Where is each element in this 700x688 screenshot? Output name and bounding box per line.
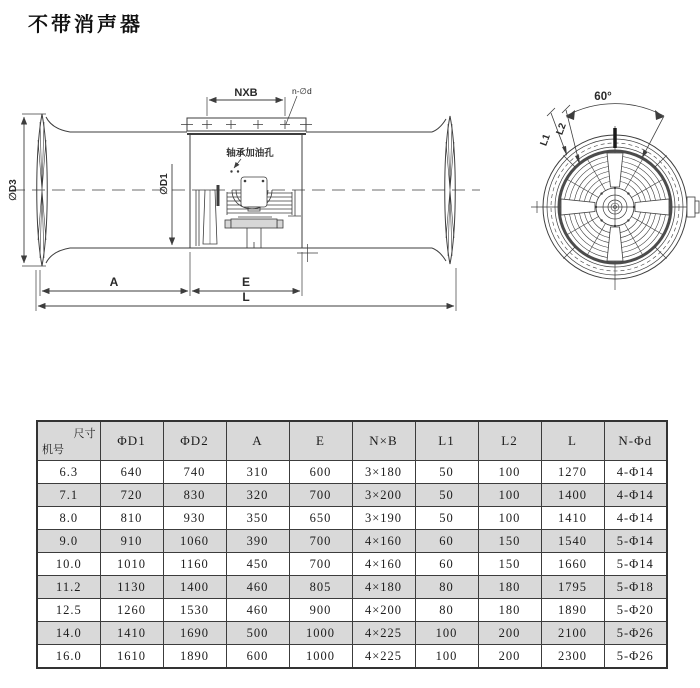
table-cell: 1410 bbox=[541, 507, 604, 530]
table-row bbox=[37, 530, 667, 553]
row-model-cell: 11.2 bbox=[37, 576, 100, 599]
table-cell: 1795 bbox=[541, 576, 604, 599]
hole-callout-label: n-∅d bbox=[292, 86, 312, 96]
table-cell: 4×180 bbox=[352, 576, 415, 599]
table-header-row bbox=[37, 421, 667, 461]
table-cell: 1400 bbox=[541, 484, 604, 507]
table-cell: 4×160 bbox=[352, 530, 415, 553]
table-cell: 2100 bbox=[541, 622, 604, 645]
table-cell: 60 bbox=[415, 530, 478, 553]
column-header: L bbox=[541, 421, 604, 461]
nxb-dim-label: NXB bbox=[234, 87, 258, 99]
table-cell: 5-Φ18 bbox=[604, 576, 667, 599]
column-header: E bbox=[289, 421, 352, 461]
d3-dim-label: ∅D3 bbox=[8, 179, 19, 201]
table-cell: 5-Φ20 bbox=[604, 599, 667, 622]
column-header: N-Φd bbox=[604, 421, 667, 461]
column-header: ΦD2 bbox=[163, 421, 226, 461]
bearing-oil-hole-label: 轴承加油孔 bbox=[226, 148, 274, 159]
table-cell: 5-Φ14 bbox=[604, 530, 667, 553]
row-model-cell: 6.3 bbox=[37, 461, 100, 484]
table-cell: 1530 bbox=[163, 599, 226, 622]
corner-label-size: 尺寸 bbox=[73, 428, 96, 440]
table-cell: 720 bbox=[100, 484, 163, 507]
table-cell: 350 bbox=[226, 507, 289, 530]
table-cell: 4×225 bbox=[352, 622, 415, 645]
table-cell: 650 bbox=[289, 507, 352, 530]
table-cell: 5-Φ26 bbox=[604, 622, 667, 645]
l1-dim-label: L1 bbox=[538, 132, 553, 148]
row-model-cell: 8.0 bbox=[37, 507, 100, 530]
table-cell: 450 bbox=[226, 553, 289, 576]
table-cell: 100 bbox=[415, 645, 478, 669]
table-cell: 700 bbox=[289, 553, 352, 576]
table-row bbox=[37, 645, 667, 669]
dim-l-label: L bbox=[242, 290, 250, 304]
table-cell: 740 bbox=[163, 461, 226, 484]
table-cell: 100 bbox=[415, 622, 478, 645]
table-cell: 3×200 bbox=[352, 484, 415, 507]
table-cell: 4×200 bbox=[352, 599, 415, 622]
table-row bbox=[37, 553, 667, 576]
table-cell: 390 bbox=[226, 530, 289, 553]
table-cell: 5-Φ14 bbox=[604, 553, 667, 576]
table-cell: 1610 bbox=[100, 645, 163, 669]
table-corner-cell bbox=[37, 421, 100, 461]
table-row bbox=[37, 507, 667, 530]
table-cell: 1260 bbox=[100, 599, 163, 622]
table-cell: 4-Φ14 bbox=[604, 507, 667, 530]
table-cell: 4×160 bbox=[352, 553, 415, 576]
table-cell: 930 bbox=[163, 507, 226, 530]
corner-label-model: 机号 bbox=[42, 444, 64, 456]
side-dimensions bbox=[22, 96, 456, 311]
table-cell: 320 bbox=[226, 484, 289, 507]
table-cell: 1000 bbox=[289, 645, 352, 669]
table-cell: 3×180 bbox=[352, 461, 415, 484]
table-cell: 50 bbox=[415, 507, 478, 530]
table-cell: 150 bbox=[478, 553, 541, 576]
table-cell: 700 bbox=[289, 530, 352, 553]
row-model-cell: 14.0 bbox=[37, 622, 100, 645]
fan-technical-drawing bbox=[0, 0, 700, 340]
table-cell: 1000 bbox=[289, 622, 352, 645]
table-cell: 460 bbox=[226, 576, 289, 599]
table-cell: 1160 bbox=[163, 553, 226, 576]
table-cell: 500 bbox=[226, 622, 289, 645]
table-row bbox=[37, 622, 667, 645]
table-row bbox=[37, 484, 667, 507]
table-row bbox=[37, 461, 667, 484]
table-cell: 3×190 bbox=[352, 507, 415, 530]
table-cell: 1130 bbox=[100, 576, 163, 599]
table-cell: 80 bbox=[415, 576, 478, 599]
table-cell: 1270 bbox=[541, 461, 604, 484]
l2-dim-label: L2 bbox=[554, 121, 569, 137]
column-header: A bbox=[226, 421, 289, 461]
table-cell: 2300 bbox=[541, 645, 604, 669]
column-header: L1 bbox=[415, 421, 478, 461]
table-cell: 5-Φ26 bbox=[604, 645, 667, 669]
table-cell: 100 bbox=[478, 484, 541, 507]
table-cell: 200 bbox=[478, 645, 541, 669]
table-cell: 100 bbox=[478, 507, 541, 530]
row-model-cell: 16.0 bbox=[37, 645, 100, 669]
table-cell: 1540 bbox=[541, 530, 604, 553]
center-mark bbox=[297, 244, 318, 262]
table-cell: 805 bbox=[289, 576, 352, 599]
table-cell: 50 bbox=[415, 484, 478, 507]
table-cell: 1890 bbox=[163, 645, 226, 669]
table-cell: 1410 bbox=[100, 622, 163, 645]
table-cell: 810 bbox=[100, 507, 163, 530]
table-cell: 1400 bbox=[163, 576, 226, 599]
mounting-plate bbox=[181, 118, 312, 134]
table-cell: 200 bbox=[478, 622, 541, 645]
d1-dim-label: ∅D1 bbox=[159, 173, 170, 195]
side-view bbox=[12, 114, 480, 266]
table-cell: 50 bbox=[415, 461, 478, 484]
table-cell: 700 bbox=[289, 484, 352, 507]
table-cell: 600 bbox=[289, 461, 352, 484]
angle-60-label: 60° bbox=[594, 91, 612, 103]
row-model-cell: 7.1 bbox=[37, 484, 100, 507]
table-cell: 80 bbox=[415, 599, 478, 622]
dimension-table-container bbox=[36, 420, 668, 669]
table-cell: 640 bbox=[100, 461, 163, 484]
table-cell: 460 bbox=[226, 599, 289, 622]
table-cell: 1060 bbox=[163, 530, 226, 553]
table-cell: 4-Φ14 bbox=[604, 461, 667, 484]
page-title: 不带消声器 bbox=[28, 14, 143, 36]
table-row bbox=[37, 576, 667, 599]
table-cell: 1890 bbox=[541, 599, 604, 622]
table-cell: 310 bbox=[226, 461, 289, 484]
row-model-cell: 12.5 bbox=[37, 599, 100, 622]
column-header: ΦD1 bbox=[100, 421, 163, 461]
table-cell: 180 bbox=[478, 599, 541, 622]
table-cell: 150 bbox=[478, 530, 541, 553]
dimension-table bbox=[36, 420, 668, 669]
table-cell: 60 bbox=[415, 553, 478, 576]
column-header: N×B bbox=[352, 421, 415, 461]
table-cell: 4-Φ14 bbox=[604, 484, 667, 507]
table-cell: 900 bbox=[289, 599, 352, 622]
table-cell: 910 bbox=[100, 530, 163, 553]
table-cell: 4×225 bbox=[352, 645, 415, 669]
table-cell: 180 bbox=[478, 576, 541, 599]
table-cell: 830 bbox=[163, 484, 226, 507]
row-model-cell: 10.0 bbox=[37, 553, 100, 576]
table-cell: 1660 bbox=[541, 553, 604, 576]
row-model-cell: 9.0 bbox=[37, 530, 100, 553]
table-cell: 1010 bbox=[100, 553, 163, 576]
dim-e-label: E bbox=[241, 275, 251, 289]
table-cell: 600 bbox=[226, 645, 289, 669]
table-row bbox=[37, 599, 667, 622]
table-cell: 1690 bbox=[163, 622, 226, 645]
table-cell: 100 bbox=[478, 461, 541, 484]
terminal-tab bbox=[687, 197, 699, 217]
column-header: L2 bbox=[478, 421, 541, 461]
dim-a-label: A bbox=[109, 275, 119, 289]
table-body bbox=[37, 461, 667, 669]
motor-assembly bbox=[196, 177, 301, 248]
